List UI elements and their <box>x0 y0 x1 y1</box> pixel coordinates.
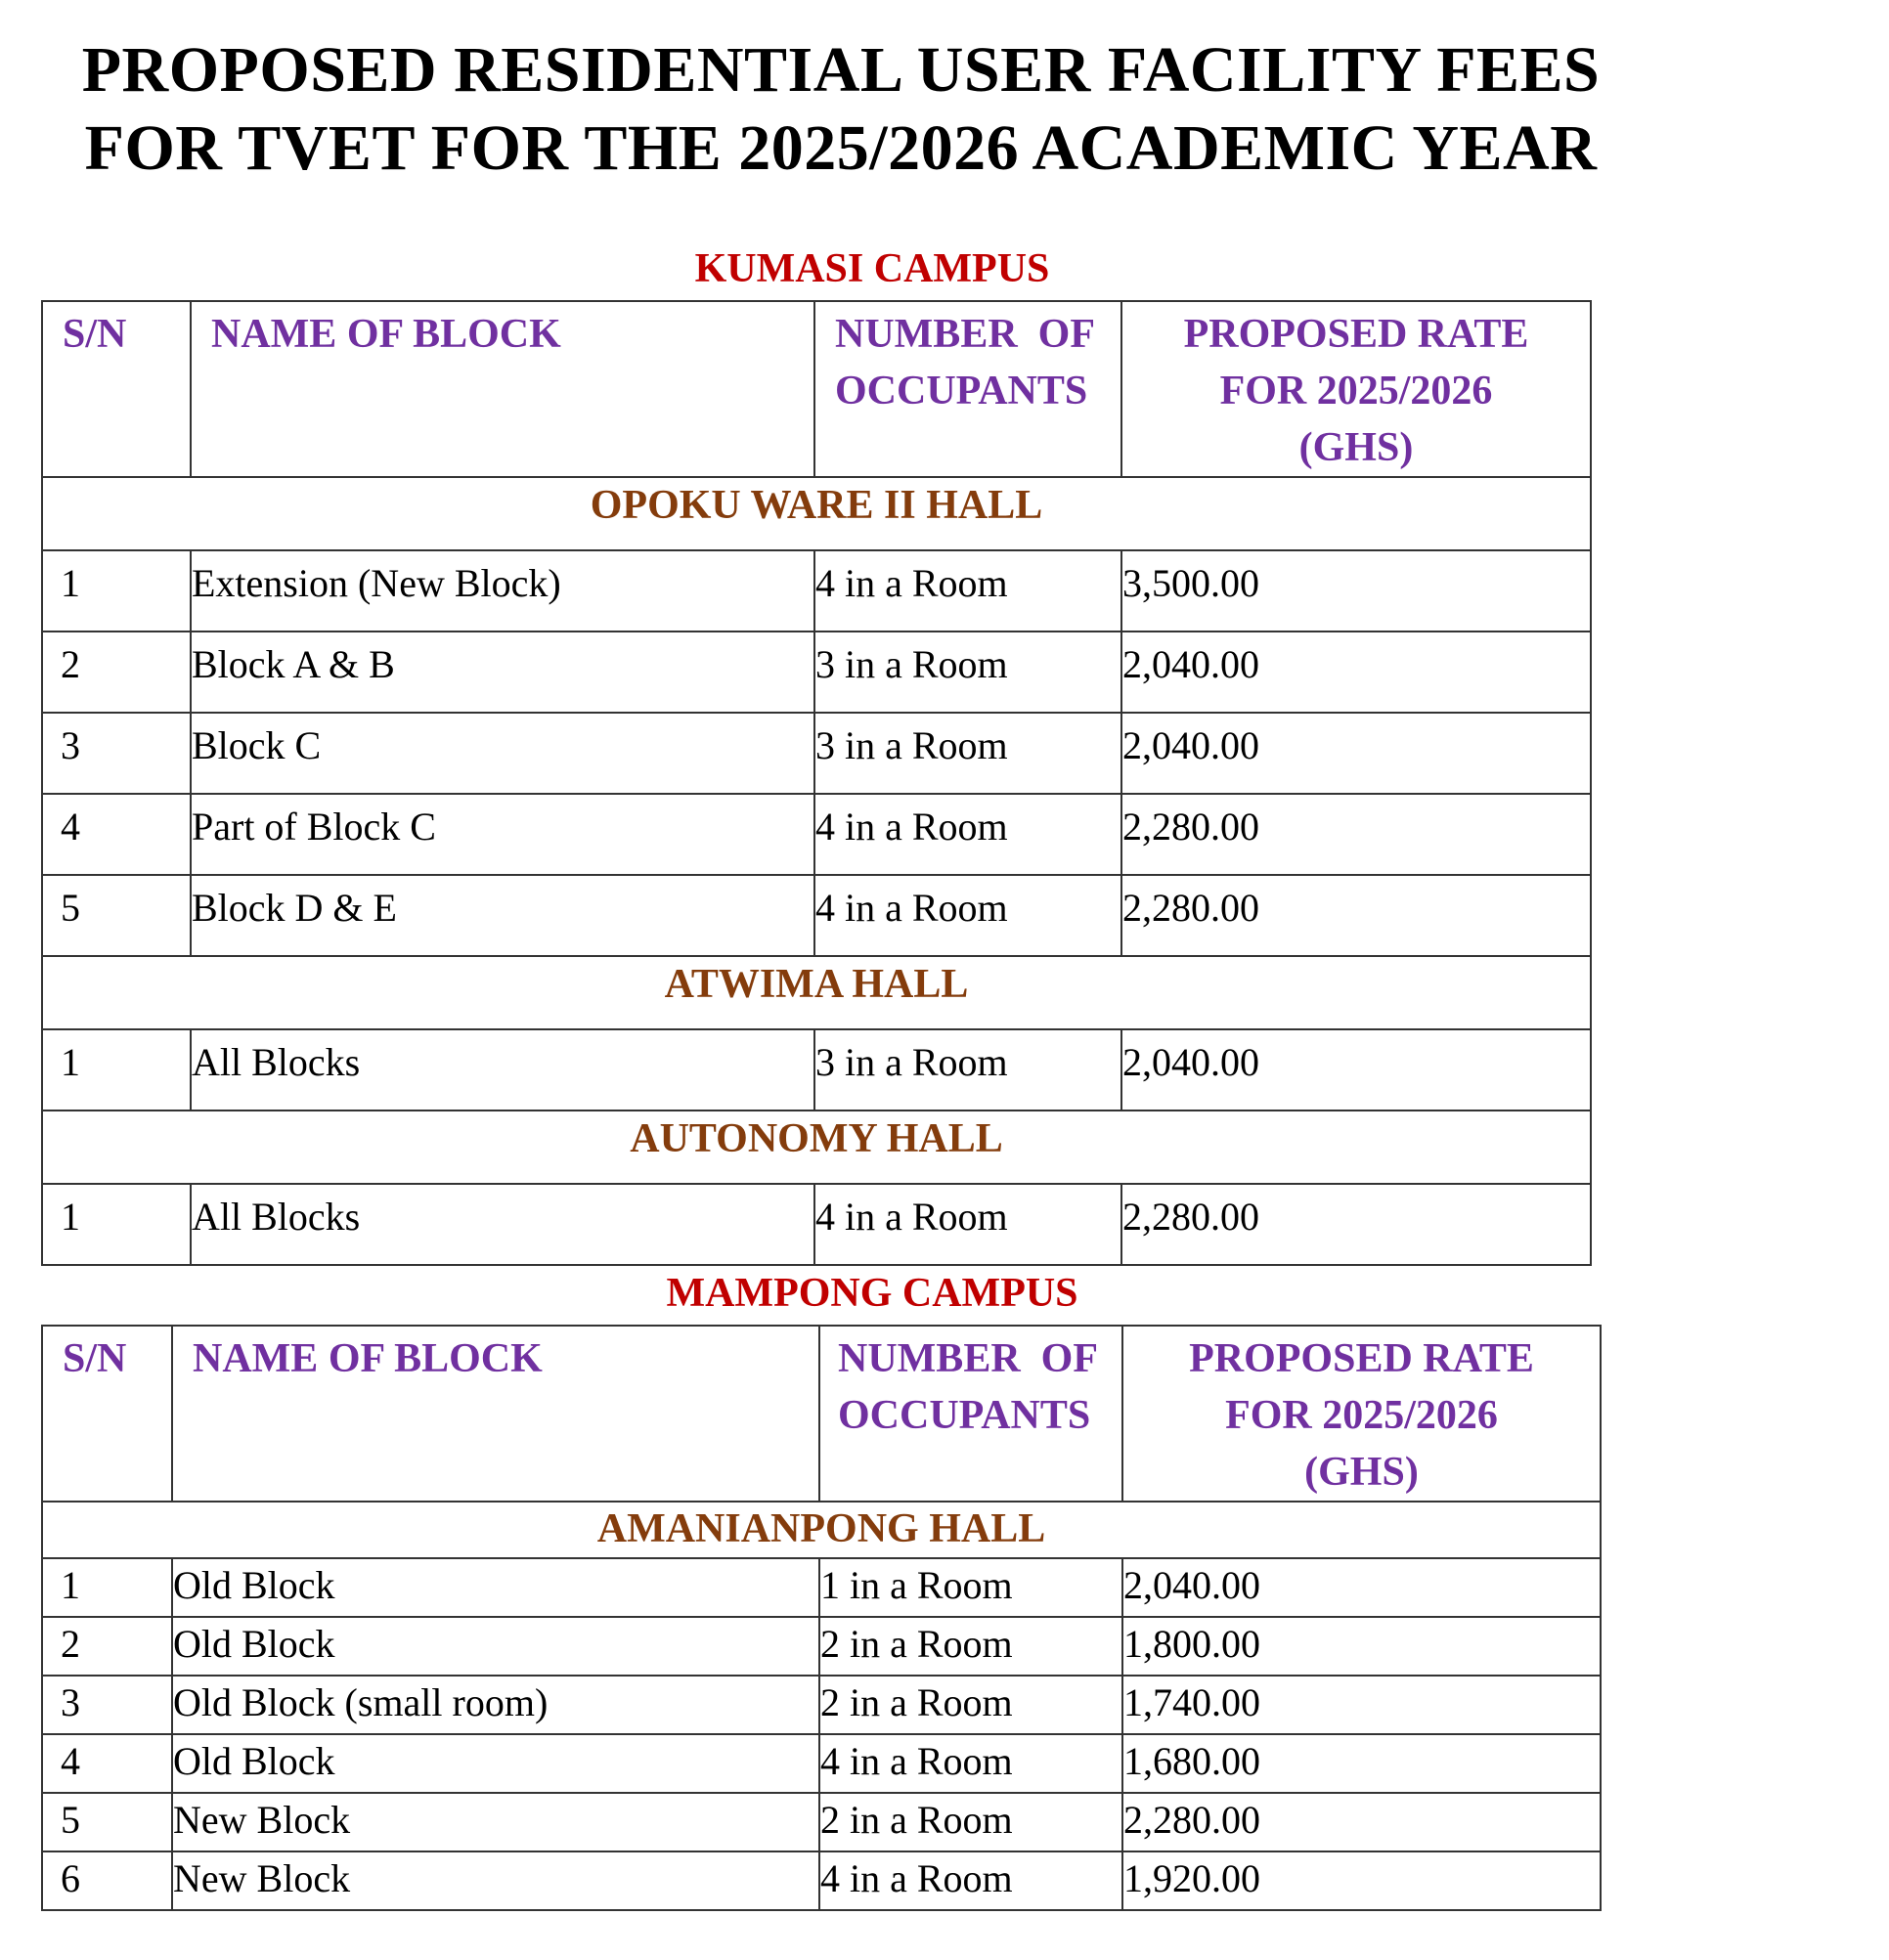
table-row <box>42 550 1591 632</box>
cell-rate: 1,920.00 <box>1122 1851 1601 1910</box>
cell-sn: 4 <box>42 1734 172 1793</box>
cell-rate: 1,800.00 <box>1122 1617 1601 1676</box>
cell-block: Old Block <box>172 1617 819 1676</box>
table-row <box>42 1617 1601 1676</box>
cell-occupants: 2 in a Room <box>819 1617 1122 1676</box>
cell-sn: 1 <box>42 1184 191 1265</box>
cell-rate: 2,040.00 <box>1121 713 1591 794</box>
column-header-sn: S/N <box>42 1326 172 1502</box>
cell-occupants: 3 in a Room <box>814 713 1121 794</box>
cell-occupants: 4 in a Room <box>819 1851 1122 1910</box>
column-header-sn: S/N <box>42 301 191 477</box>
cell-sn: 3 <box>42 713 191 794</box>
hall-heading-row <box>42 1111 1591 1184</box>
cell-sn: 3 <box>42 1676 172 1734</box>
cell-rate: 2,280.00 <box>1121 875 1591 956</box>
cell-block: Extension (New Block) <box>191 550 814 632</box>
cell-occupants: 2 in a Room <box>819 1676 1122 1734</box>
cell-occupants: 2 in a Room <box>819 1793 1122 1851</box>
document-title-line-1: PROPOSED RESIDENTIAL USER FACILITY FEES <box>81 34 1601 106</box>
table-row <box>42 1184 1591 1265</box>
hall-name: AMANIANPONG HALL <box>42 1502 1601 1558</box>
hall-heading-row <box>42 477 1591 550</box>
cell-rate: 2,040.00 <box>1122 1558 1601 1617</box>
cell-sn: 5 <box>42 1793 172 1851</box>
cell-sn: 2 <box>42 632 191 713</box>
cell-sn: 2 <box>42 1617 172 1676</box>
column-header-occupants: NUMBER OF OCCUPANTS <box>819 1326 1122 1502</box>
cell-rate: 3,500.00 <box>1121 550 1591 632</box>
column-header-occupants: NUMBER OF OCCUPANTS <box>814 301 1121 477</box>
campus-heading-mampong: MAMPONG CAMPUS <box>666 1271 1078 1316</box>
cell-occupants: 4 in a Room <box>819 1734 1122 1793</box>
cell-block: Old Block <box>172 1558 819 1617</box>
cell-block: Block A & B <box>191 632 814 713</box>
cell-block: New Block <box>172 1851 819 1910</box>
hall-name: ATWIMA HALL <box>42 956 1591 1029</box>
campus-heading-kumasi: KUMASI CAMPUS <box>694 246 1050 291</box>
column-header-rate: PROPOSED RATE FOR 2025/2026 (GHS) <box>1121 301 1591 477</box>
cell-sn: 4 <box>42 794 191 875</box>
cell-block: All Blocks <box>191 1029 814 1111</box>
cell-block: New Block <box>172 1793 819 1851</box>
cell-block: Block D & E <box>191 875 814 956</box>
cell-sn: 1 <box>42 550 191 632</box>
table-header-row <box>42 1326 1601 1502</box>
table-header-row <box>42 301 1591 477</box>
cell-sn: 6 <box>42 1851 172 1910</box>
cell-rate: 2,040.00 <box>1121 632 1591 713</box>
cell-occupants: 3 in a Room <box>814 632 1121 713</box>
hall-heading-row <box>42 956 1591 1029</box>
cell-block: Old Block <box>172 1734 819 1793</box>
cell-block: Part of Block C <box>191 794 814 875</box>
table-row <box>42 1851 1601 1910</box>
column-header-name: NAME OF BLOCK <box>172 1326 819 1502</box>
cell-block: All Blocks <box>191 1184 814 1265</box>
cell-block: Block C <box>191 713 814 794</box>
column-header-rate: PROPOSED RATE FOR 2025/2026 (GHS) <box>1122 1326 1601 1502</box>
cell-sn: 5 <box>42 875 191 956</box>
table-row <box>42 1793 1601 1851</box>
cell-rate: 2,280.00 <box>1121 794 1591 875</box>
table-row <box>42 875 1591 956</box>
cell-rate: 1,740.00 <box>1122 1676 1601 1734</box>
table-row <box>42 632 1591 713</box>
table-row <box>42 1676 1601 1734</box>
hall-name: AUTONOMY HALL <box>42 1111 1591 1184</box>
cell-rate: 2,040.00 <box>1121 1029 1591 1111</box>
document-title-line-2: FOR TVET FOR THE 2025/2026 ACADEMIC YEAR <box>84 112 1598 184</box>
cell-rate: 2,280.00 <box>1121 1184 1591 1265</box>
mampong-fees-table <box>41 1325 1602 1911</box>
table-row <box>42 1734 1601 1793</box>
cell-occupants: 4 in a Room <box>814 1184 1121 1265</box>
kumasi-fees-table <box>41 300 1592 1266</box>
column-header-name: NAME OF BLOCK <box>191 301 814 477</box>
cell-occupants: 3 in a Room <box>814 1029 1121 1111</box>
cell-occupants: 4 in a Room <box>814 794 1121 875</box>
hall-name: OPOKU WARE II HALL <box>42 477 1591 550</box>
cell-occupants: 1 in a Room <box>819 1558 1122 1617</box>
cell-occupants: 4 in a Room <box>814 875 1121 956</box>
hall-heading-row <box>42 1502 1601 1558</box>
table-row <box>42 1029 1591 1111</box>
cell-rate: 2,280.00 <box>1122 1793 1601 1851</box>
cell-sn: 1 <box>42 1558 172 1617</box>
table-row <box>42 1558 1601 1617</box>
table-row <box>42 794 1591 875</box>
cell-block: Old Block (small room) <box>172 1676 819 1734</box>
table-row <box>42 713 1591 794</box>
cell-rate: 1,680.00 <box>1122 1734 1601 1793</box>
cell-occupants: 4 in a Room <box>814 550 1121 632</box>
cell-sn: 1 <box>42 1029 191 1111</box>
